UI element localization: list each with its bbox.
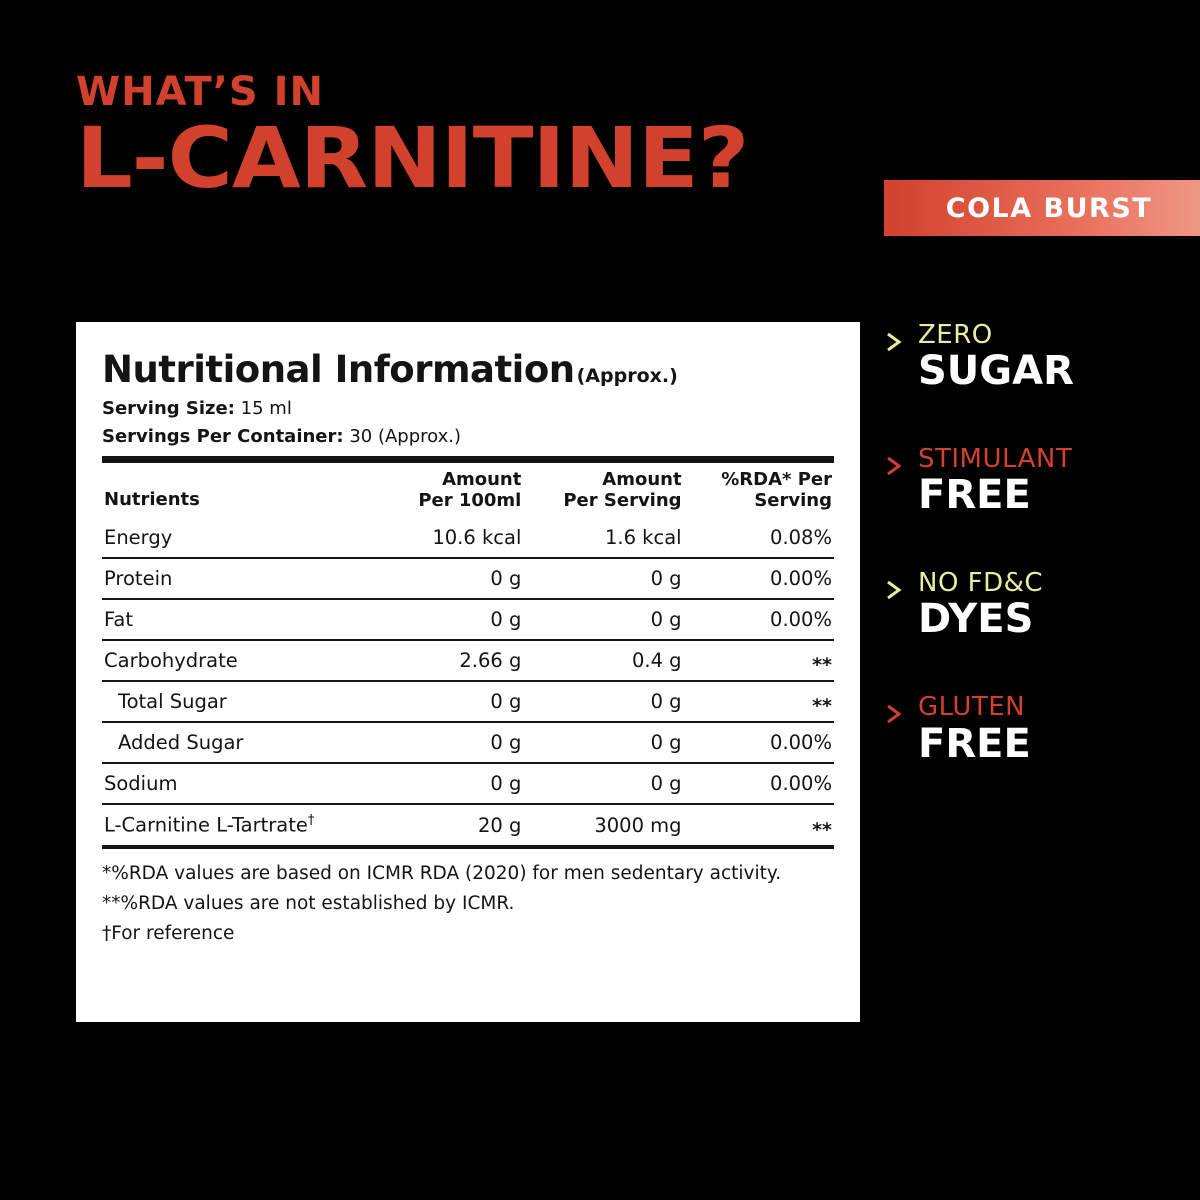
feature-line-2: FREE [918, 472, 1031, 519]
chevron-right-icon [884, 330, 906, 359]
dagger-marker: † [307, 813, 315, 829]
value-per-serving: 1.6 kcal [604, 526, 682, 550]
footnotes [102, 859, 834, 949]
footnote-line: †For reference [102, 922, 235, 944]
feature-item [884, 694, 1184, 766]
headline-line-2: L-CARNITINE? [76, 109, 749, 207]
nutrition-panel [76, 322, 860, 1022]
nutrient-name: Carbohydrate [102, 640, 383, 681]
servings-per-container-line [102, 426, 834, 447]
divider-bottom [102, 845, 834, 849]
column-header-per-100ml-line2: Per 100ml [418, 489, 522, 511]
flavour-badge [884, 180, 1200, 236]
chevron-right-icon [884, 454, 906, 483]
value-per-100ml: 0 g [383, 599, 523, 640]
value-rda: 0.08% [770, 526, 832, 550]
nutrient-name: Protein [102, 558, 383, 599]
feature-line-2: SUGAR [918, 348, 1074, 395]
feature-line-2: FREE [918, 720, 1031, 767]
column-header-per-serving [523, 463, 683, 518]
value-per-100ml: 2.66 g [383, 640, 523, 681]
value-per-100ml: 0 g [383, 722, 523, 763]
feature-text [918, 446, 1072, 518]
nutrient-name: L-Carnitine L-Tartrate† [102, 804, 383, 845]
chevron-right-icon [884, 578, 906, 607]
value-per-serving: 0 g [523, 763, 683, 804]
feature-text [918, 694, 1031, 766]
servings-per-container-value: 30 (Approx.) [349, 426, 462, 447]
value-per-100ml: 10.6 kcal [432, 526, 522, 550]
feature-list [884, 322, 1184, 818]
table-row [102, 804, 834, 845]
value-rda: 0.00% [684, 599, 834, 640]
column-header-nutrients: Nutrients [104, 488, 200, 510]
column-header-rda-line1: %RDA* Per [721, 469, 832, 490]
footnote-line: *%RDA values are based on ICMR RDA (2020) for men sedentary activity. [102, 862, 782, 884]
nutrient-name: Added Sugar [102, 722, 383, 763]
column-header-rda [684, 463, 834, 518]
nutrition-title-approx: (Approx.) [576, 365, 678, 387]
value-per-serving: 0 g [523, 681, 683, 722]
chevron-right-icon [884, 702, 906, 731]
value-per-serving: 0.4 g [523, 640, 683, 681]
headline-line-1: WHAT’S IN [76, 69, 325, 115]
value-per-100ml: 0 g [383, 763, 523, 804]
feature-item [884, 446, 1184, 518]
column-header-per-100ml-line1: Amount [442, 469, 522, 490]
feature-item [884, 322, 1184, 394]
table-row [102, 681, 834, 722]
feature-line-1: NO FD&C [918, 568, 1044, 599]
flavour-badge-label: COLA BURST [945, 192, 1153, 224]
nutrient-name: Fat [102, 599, 383, 640]
value-rda: ** [684, 681, 834, 722]
serving-size-line [102, 398, 834, 419]
servings-per-container-label: Servings Per Container: [102, 426, 344, 447]
value-per-100ml: 0 g [383, 681, 523, 722]
column-header-per-100ml [383, 463, 523, 518]
value-rda: 0.00% [684, 558, 834, 599]
nutrient-name: Sodium [102, 763, 383, 804]
column-header-rda-line2: Serving [754, 489, 832, 511]
value-per-100ml: 0 g [383, 558, 523, 599]
table-row [102, 722, 834, 763]
column-header-per-serving-line1: Amount [602, 469, 682, 490]
nutrition-title-row [102, 348, 834, 391]
value-per-serving: 0 g [523, 722, 683, 763]
serving-size-label: Serving Size: [102, 398, 235, 419]
value-rda: 0.00% [684, 763, 834, 804]
nutrition-table [102, 463, 834, 845]
table-row [102, 763, 834, 804]
serving-size-value: 15 ml [240, 398, 292, 419]
table-row [102, 518, 834, 558]
value-per-100ml: 20 g [383, 804, 523, 845]
feature-text [918, 570, 1043, 642]
value-per-serving: 0 g [523, 558, 683, 599]
nutrient-name: Energy [104, 526, 173, 550]
feature-line-1: STIMULANT [918, 444, 1073, 475]
nutrition-title: Nutritional Information [102, 348, 575, 391]
feature-line-2: DYES [918, 596, 1034, 643]
feature-line-1: GLUTEN [918, 692, 1026, 723]
value-rda: ** [684, 640, 834, 681]
divider-thick-top [102, 456, 834, 463]
value-rda: 0.00% [684, 722, 834, 763]
table-row [102, 599, 834, 640]
value-per-serving: 3000 mg [523, 804, 683, 845]
feature-text [918, 322, 1074, 394]
table-row [102, 558, 834, 599]
footnote-line: **%RDA values are not established by ICMR. [102, 892, 515, 914]
feature-item [884, 570, 1184, 642]
page-headline [76, 69, 749, 207]
value-rda: ** [684, 804, 834, 845]
column-header-per-serving-line2: Per Serving [563, 489, 682, 511]
value-per-serving: 0 g [523, 599, 683, 640]
nutrient-name: Total Sugar [102, 681, 383, 722]
feature-line-1: ZERO [918, 320, 993, 350]
table-row [102, 640, 834, 681]
table-header-row [102, 463, 834, 518]
